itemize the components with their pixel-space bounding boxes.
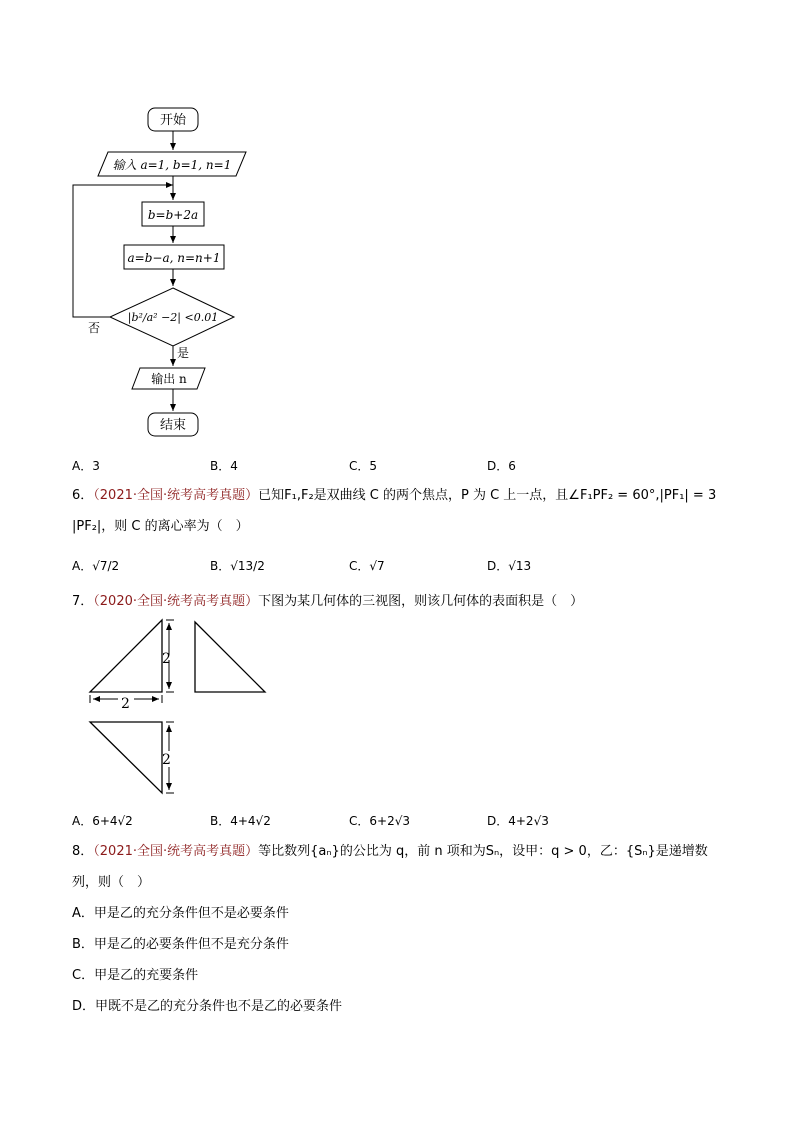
q8-line1 [72,843,708,861]
q7-option-d[interactable]: D．4+2√3 [487,814,549,828]
start-label: 开始 [159,113,187,128]
yes-label: 是 [177,346,190,360]
q6-option-c[interactable]: C．√7 [349,559,385,573]
q6-line1 [72,487,716,505]
q7-number: 7． [72,594,94,609]
dim-label-1: 2 [162,651,171,667]
q6-text2: |PF₂|，则 C 的离心率为（ ） [72,519,249,534]
dim-label-2: 2 [121,696,130,712]
q7-line1 [72,593,583,611]
step1-label: b=b+2a [147,208,199,222]
q8-text2: 列，则（ ） [72,875,151,890]
q8-option-b[interactable]: B．甲是乙的必要条件但不是充分条件 [72,937,289,952]
q6-option-a[interactable]: A．√7/2 [72,559,120,573]
flowchart [60,100,280,445]
q7-source: （2020·全国·统考高考真题） [93,594,259,609]
q7-option-a[interactable]: A．6+4√2 [72,814,133,828]
q6-option-b[interactable]: B．√13/2 [210,559,265,573]
q8-option-a[interactable]: A．甲是乙的充分条件但不是必要条件 [72,906,289,921]
q7-option-c[interactable]: C．6+2√3 [349,814,410,828]
top-view [90,722,162,793]
q5-option-d[interactable]: D．6 [487,459,516,473]
q7-text: 下图为某几何体的三视图，则该几何体的表面积是（ ） [258,594,584,609]
dim-label-3: 2 [162,752,171,768]
step2-label: a=b−a, n=n+1 [127,251,221,265]
no-label: 否 [88,321,101,335]
q6-source: （2021·全国·统考高考真题） [93,488,259,503]
output-label: 输出 n [151,372,187,386]
q6-option-d[interactable]: D．√13 [487,559,532,573]
front-view [90,620,162,692]
input-label: 输入 a=1, b=1, n=1 [112,158,232,172]
q8-option-d[interactable]: D．甲既不是乙的充分条件也不是乙的必要条件 [72,999,343,1014]
q8-option-c[interactable]: C．甲是乙的充要条件 [72,968,199,983]
three-view-figure [80,615,280,800]
end-label: 结束 [159,418,187,433]
q8-source: （2021·全国·统考高考真题） [93,844,259,859]
q6-text1: 已知F₁,F₂是双曲线 C 的两个焦点，P 为 C 上一点，且∠F₁PF₂ = 60°,|PF₁| = 3 [258,488,717,503]
q5-option-b[interactable]: B．4 [210,459,238,473]
q8-number: 8． [72,844,94,859]
q8-text1: 等比数列{aₙ}的公比为 q，前 n 项和为Sₙ，设甲：q > 0，乙：{Sₙ}是递增数 [258,844,708,859]
condition-label: |b²/a² −2| <0.01 [127,311,219,324]
q7-option-b[interactable]: B．4+4√2 [210,814,271,828]
side-view [195,622,265,692]
q5-option-a[interactable]: A．3 [72,459,100,473]
q5-option-c[interactable]: C．5 [349,459,378,473]
q6-number: 6． [72,488,94,503]
